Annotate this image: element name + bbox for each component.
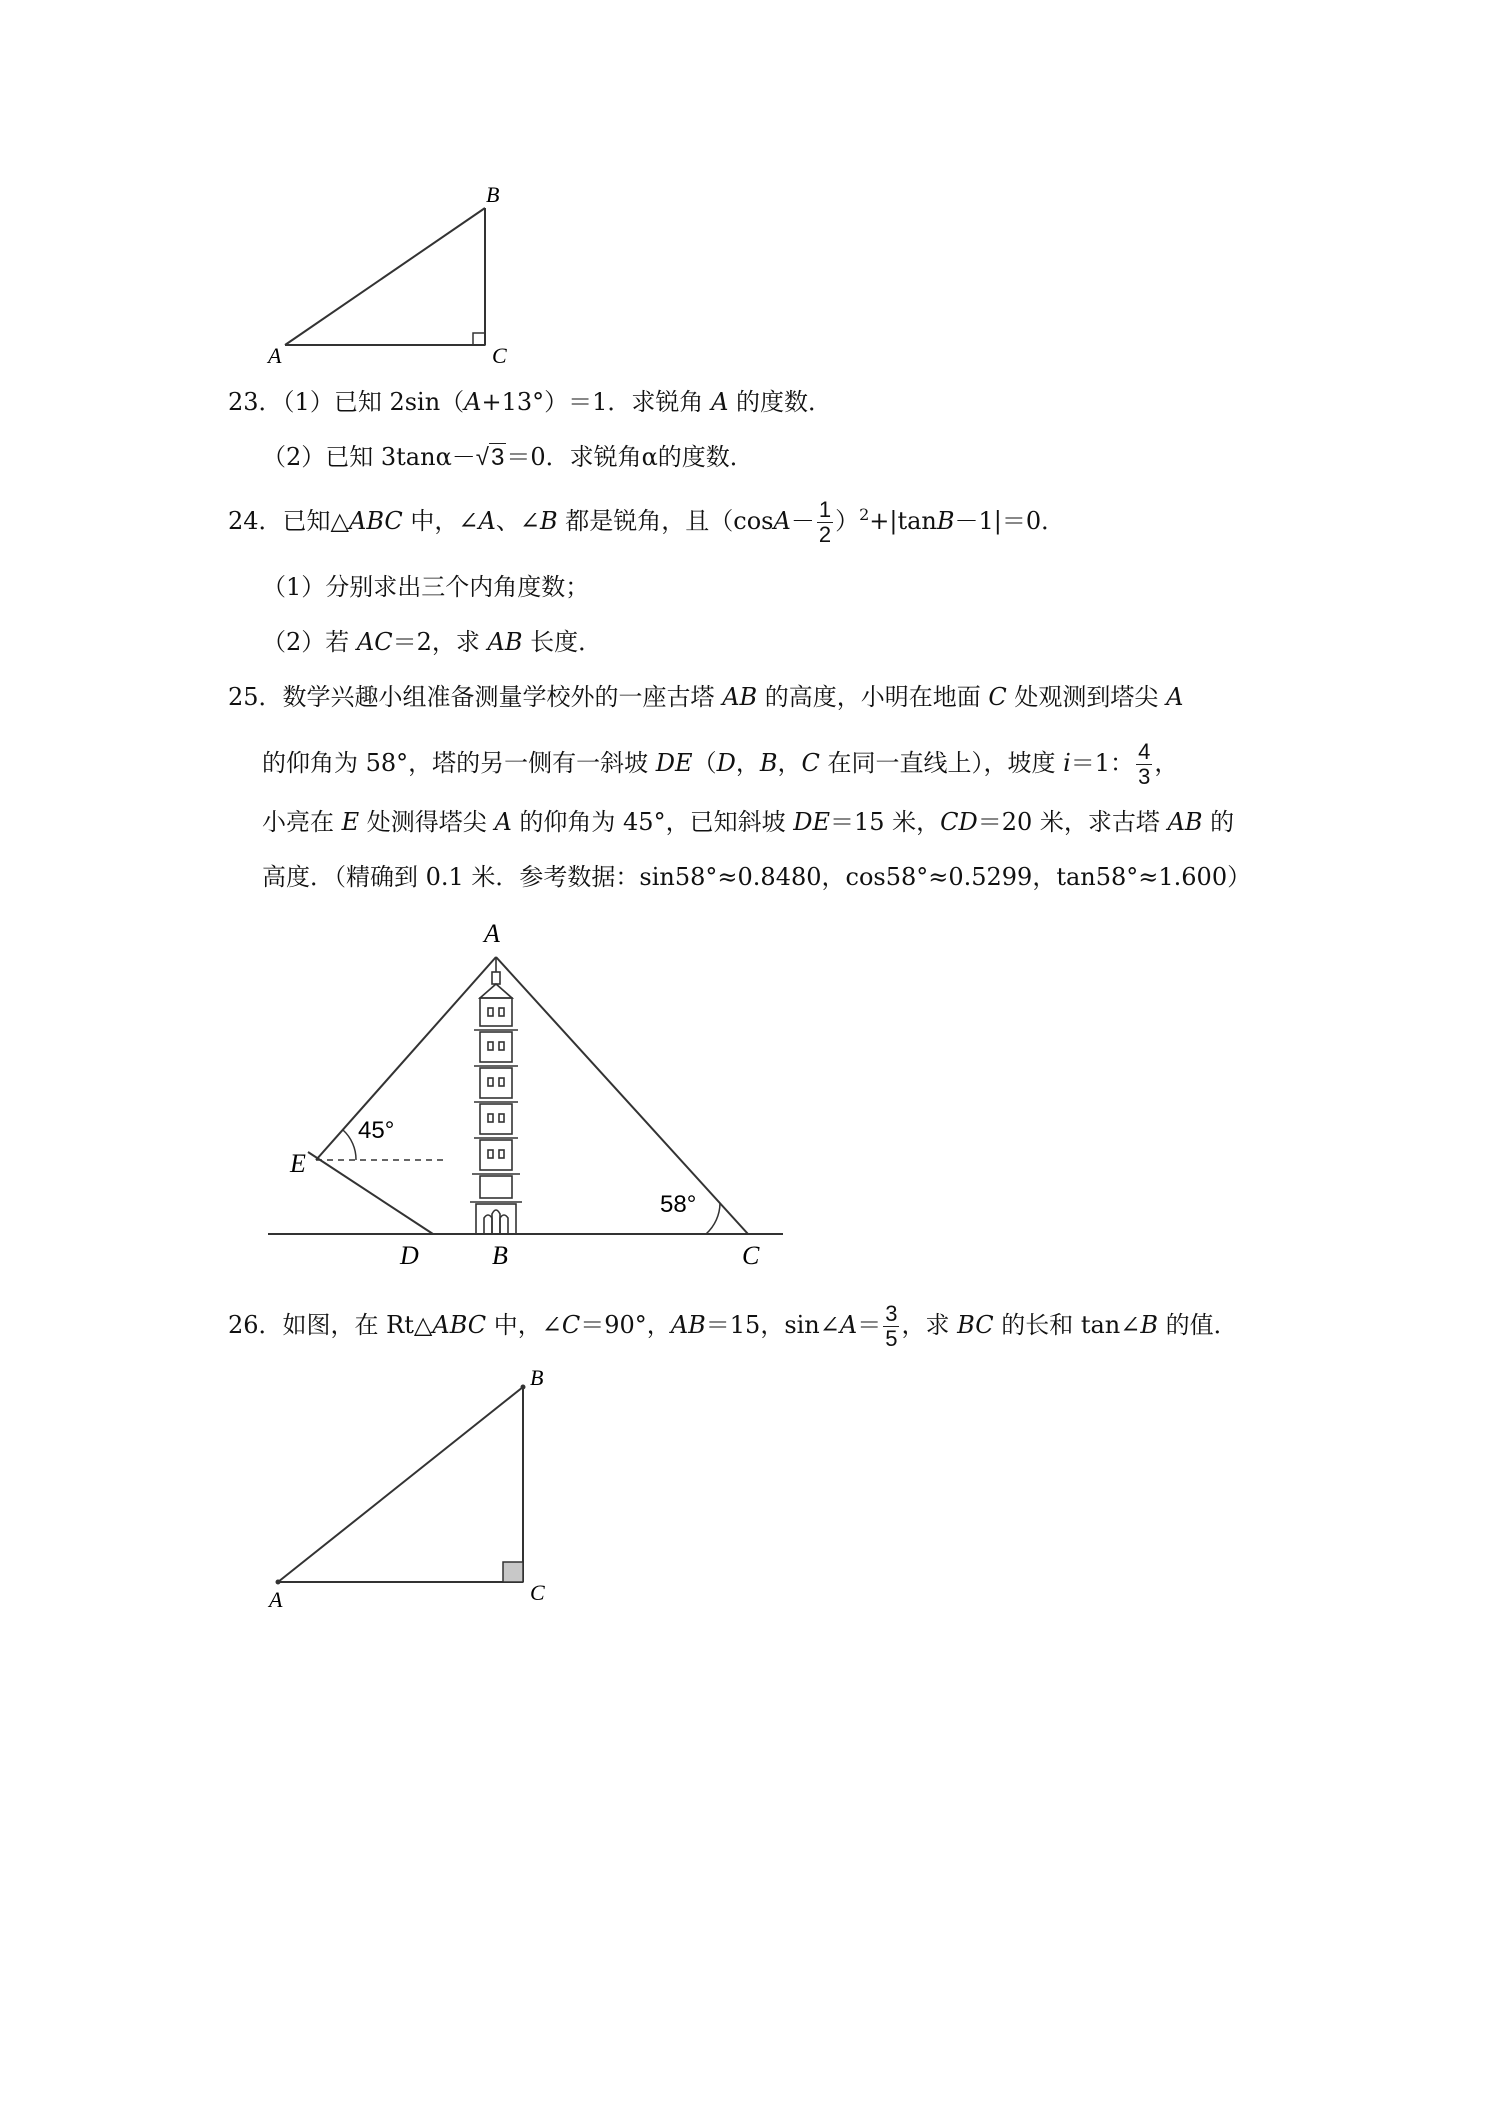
q25-line-1: 25．数学兴趣小组准备测量学校外的一座古塔 AB 的高度，小明在地面 C 处观测到塔尖 A [228, 683, 1184, 711]
figure-triangle-2 [255, 1355, 575, 1615]
q25-line-4: 高度．（精确到 0.1 米．参考数据：sin58°≈0.8480，cos58°≈0.5299，tan58°≈1.600） [262, 863, 1252, 891]
fraction-half: $\frac{1}{2}$ [818, 497, 832, 547]
vertex-label-c: C [742, 1241, 760, 1270]
figure-triangle-1 [260, 180, 520, 365]
q23-number: 23． [228, 388, 283, 416]
q26-number: 26． [228, 1311, 283, 1339]
q24-number: 24． [228, 507, 283, 535]
vertex-label-d: D [400, 1241, 419, 1270]
vertex-label-b: B [492, 1241, 508, 1270]
pagoda-icon [470, 957, 522, 1234]
q25-line-3: 小亮在 E 处测得塔尖 A 的仰角为 45°，已知斜坡 DE＝15 米，CD＝20 米，求古塔 AB 的 [262, 808, 1235, 836]
q23-line-1: 23．（1）已知 2sin（A+13°）＝1．求锐角 A 的度数． [228, 388, 833, 416]
q24-line-2: （1）分别求出三个内角度数； [262, 573, 590, 601]
vertex-label-b: B [486, 182, 500, 207]
sqrt-symbol: √3 [475, 444, 505, 471]
vertex-label-c: C [492, 343, 507, 365]
figure-pagoda [268, 912, 788, 1272]
vertex-label-b: B [530, 1365, 544, 1390]
q26-line-1: 26．如图，在 Rt△ABC 中，∠C＝90°，AB＝15，sin∠A＝ $\frac{3}{5}$ ，求 BC 的长和 tan∠B 的值． [228, 1301, 1238, 1351]
fraction-sine: $\frac{3}{5}$ [885, 1301, 898, 1351]
vertex-label-a: A [268, 343, 282, 365]
vertex-label-a: A [269, 1587, 283, 1612]
q25-number: 25． [228, 683, 283, 711]
vertex-label-c: C [530, 1580, 545, 1605]
q24-line-1: 24．已知△ABC 中，∠A、∠B 都是锐角，且（cosA－ $\frac{1}{2}$ ）$^2$+|tanB－1|＝0． [228, 497, 1066, 547]
q23-line-2: （2）已知 3tanα－√3＝0．求锐角α的度数． [262, 443, 754, 471]
angle-label-c: 58° [660, 1191, 697, 1218]
q25-line-2: 的仰角为 58°，塔的另一侧有一斜坡 DE（D，B，C 在同一直线上），坡度 i＝1： $\frac{4}{3}$ ， [262, 739, 1179, 789]
vertex-label-e: E [290, 1149, 306, 1178]
fraction-slope: $\frac{4}{3}$ [1138, 739, 1151, 789]
angle-label-e: 45° [358, 1117, 395, 1144]
q24-line-3: （2）若 AC＝2，求 AB 长度． [262, 628, 603, 656]
vertex-label-a: A [484, 919, 500, 948]
